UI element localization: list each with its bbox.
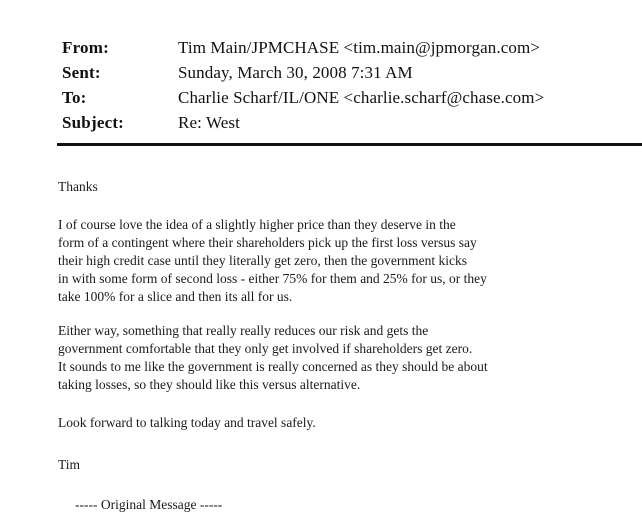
from-value: Tim Main/JPMCHASE <tim.main@jpmorgan.com> [178, 38, 540, 57]
paragraph-2-line: Either way, something that really really reduces our risk and gets the [58, 323, 429, 338]
signature: Tim [58, 457, 81, 472]
paragraph-1-line: in with some form of second loss - either 75% for them and 25% for us, or they [58, 271, 487, 286]
sent-label: Sent: [62, 63, 101, 82]
to-label: To: [62, 88, 87, 107]
paragraph-1-line: their high credit case until they literally get zero, then the government kicks [58, 253, 467, 268]
original-message-marker: ----- Original Message ----- [75, 497, 223, 512]
paragraph-2 [58, 322, 488, 394]
subject-row [62, 113, 622, 138]
sent-value: Sunday, March 30, 2008 7:31 AM [178, 63, 413, 82]
paragraph-1-line: I of course love the idea of a slightly higher price than they deserve in the [58, 217, 456, 232]
paragraph-1 [58, 216, 487, 306]
paragraph-1-line: take 100% for a slice and then its all for us. [58, 289, 293, 304]
header-divider [57, 143, 642, 146]
email-header [62, 38, 622, 138]
sent-row [62, 63, 622, 88]
subject-label: Subject: [62, 113, 125, 132]
from-label: From: [62, 38, 109, 57]
paragraph-1-line: form of a contingent where their shareholders pick up the first loss versus say [58, 235, 477, 250]
paragraph-2-line: It sounds to me like the government is really concerned as they should be about [58, 359, 488, 374]
from-row [62, 38, 622, 63]
closing-line: Look forward to talking today and travel safely. [58, 415, 316, 430]
greeting: Thanks [58, 179, 98, 194]
paragraph-2-line: government comfortable that they only get involved if shareholders get zero. [58, 341, 473, 356]
to-row [62, 88, 622, 113]
subject-value: Re: West [178, 113, 240, 132]
paragraph-2-line: taking losses, so they should like this versus alternative. [58, 377, 361, 392]
to-value: Charlie Scharf/IL/ONE <charlie.scharf@chase.com> [178, 88, 545, 107]
